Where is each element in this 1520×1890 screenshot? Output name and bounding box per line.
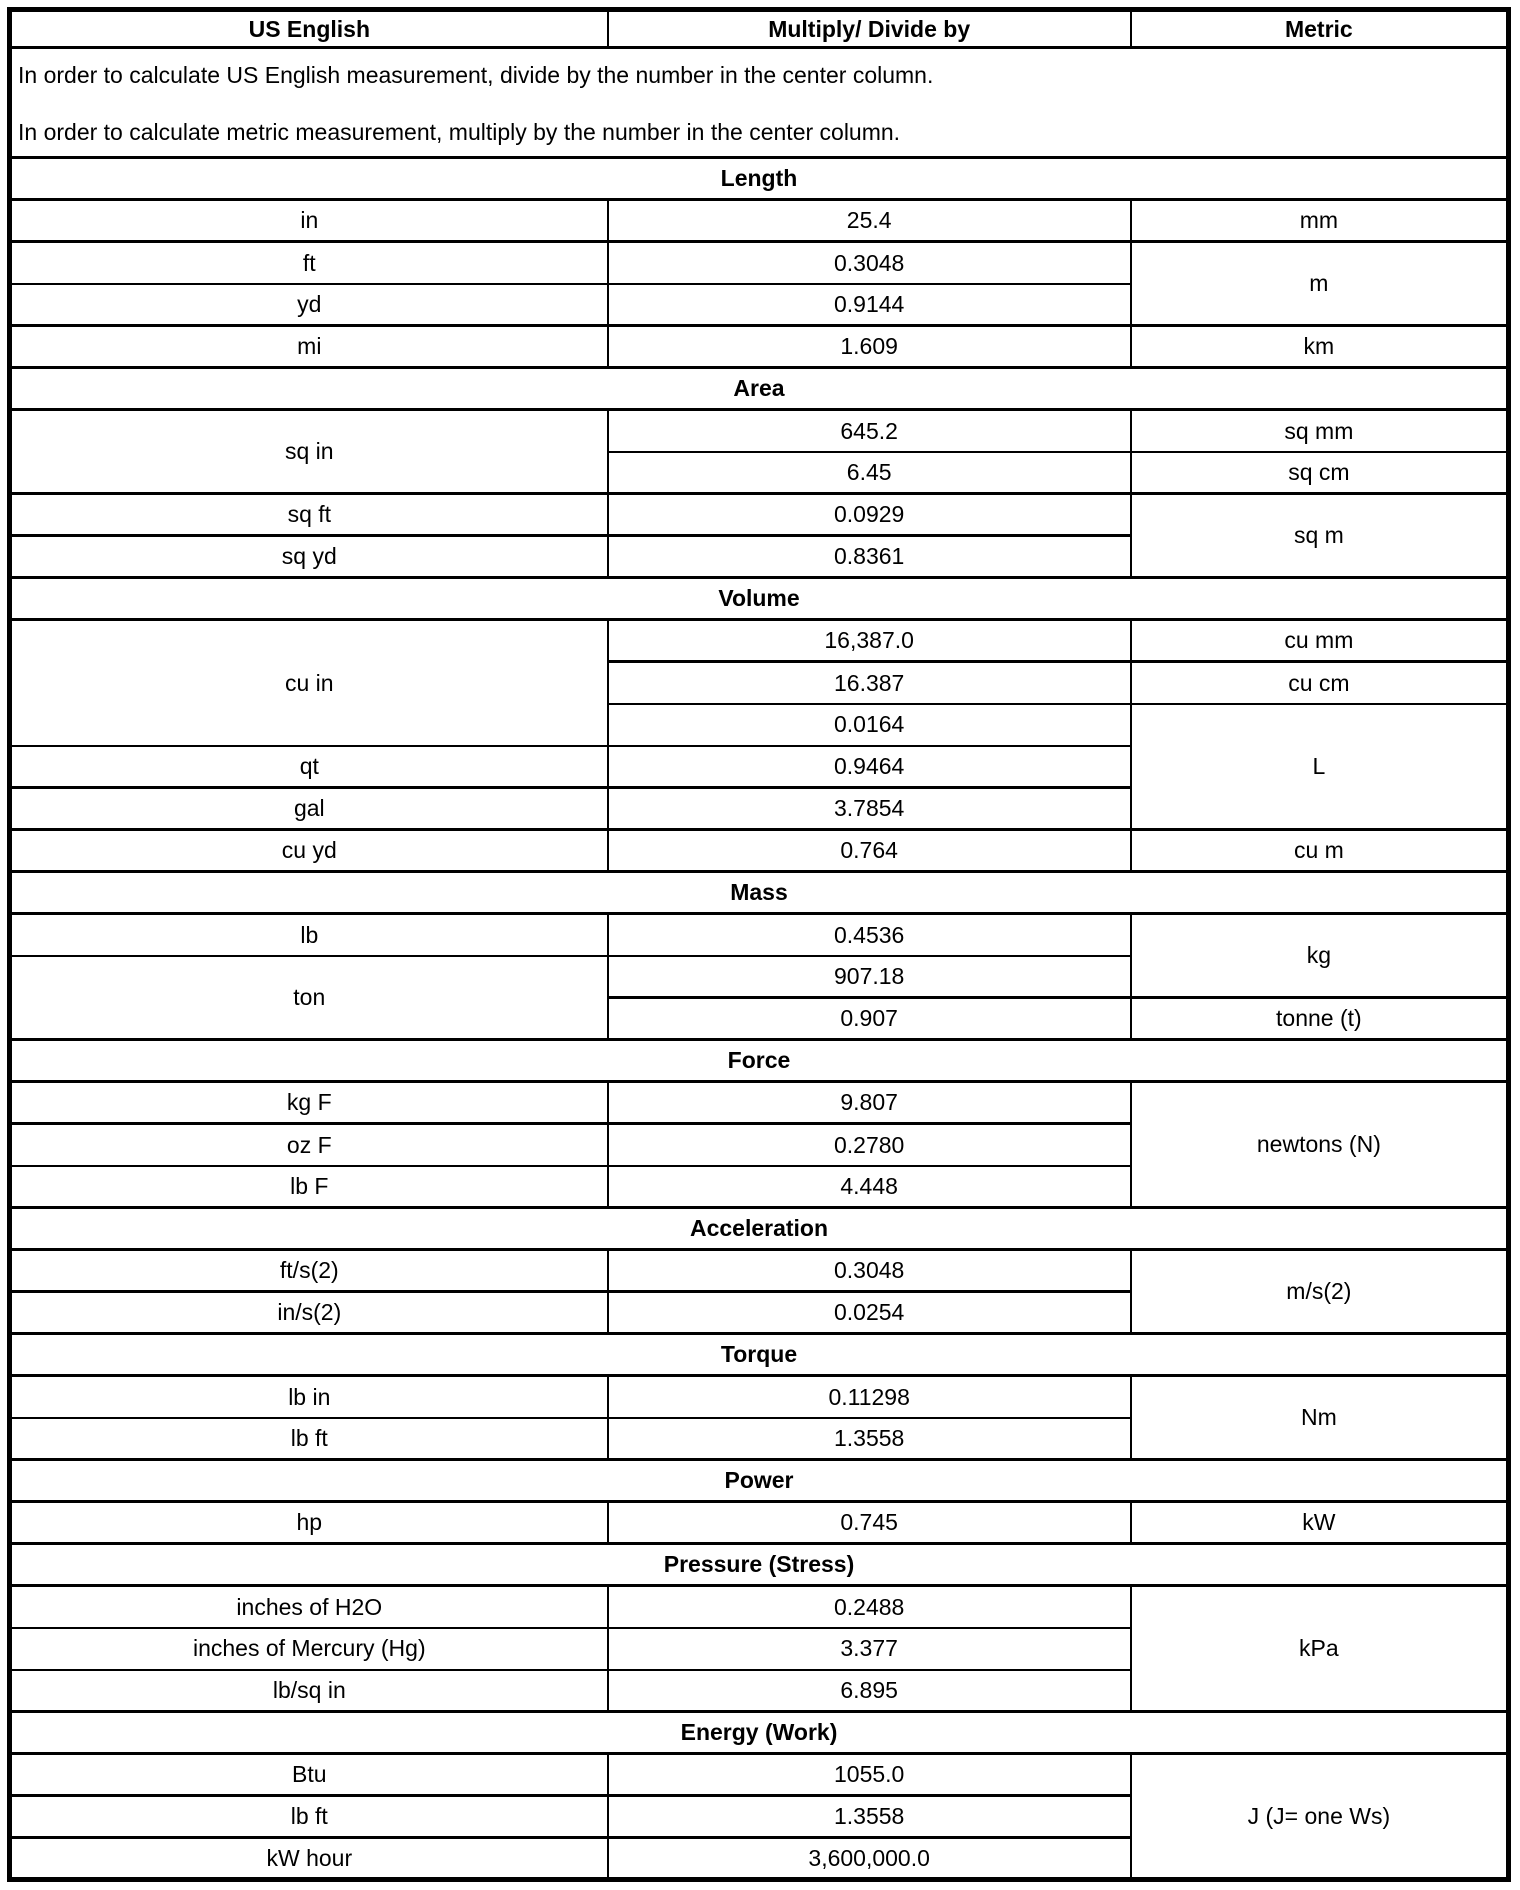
us-unit-cell: qt [10,746,608,788]
metric-unit-cell: cu cm [1131,662,1509,704]
metric-unit-cell: kPa [1131,1586,1509,1712]
section-title-force: Force [10,1040,1509,1082]
conversion-factor-cell: 0.3048 [608,1250,1131,1292]
conversion-factor-cell: 16,387.0 [608,620,1131,662]
section-title-power: Power [10,1460,1509,1502]
section-title-length: Length [10,158,1509,200]
section-header-row [10,158,1509,200]
section-header-row [10,1208,1509,1250]
conversion-factor-cell: 4.448 [608,1166,1131,1208]
us-unit-cell: cu in [10,620,608,746]
section-title-torque: Torque [10,1334,1509,1376]
conversion-factor-cell: 0.0929 [608,494,1131,536]
us-unit-cell: gal [10,788,608,830]
section-title-mass: Mass [10,872,1509,914]
table-row [10,830,1509,872]
conversion-factor-cell: 0.11298 [608,1376,1131,1418]
conversion-factor-cell: 1.3558 [608,1418,1131,1460]
section-header-row [10,872,1509,914]
metric-unit-cell: cu m [1131,830,1509,872]
us-unit-cell: Btu [10,1754,608,1796]
metric-unit-cell: m/s(2) [1131,1250,1509,1334]
table-row [10,1754,1509,1796]
conversion-factor-cell: 3,600,000.0 [608,1838,1131,1880]
section-header-row [10,368,1509,410]
conversion-factor-cell: 6.45 [608,452,1131,494]
us-unit-cell: sq in [10,410,608,494]
us-unit-cell: lb in [10,1376,608,1418]
us-unit-cell: ft [10,242,608,284]
metric-unit-cell: mm [1131,200,1509,242]
us-unit-cell: inches of Mercury (Hg) [10,1628,608,1670]
us-unit-cell: sq ft [10,494,608,536]
metric-unit-cell: sq mm [1131,410,1509,452]
conversion-factor-cell: 0.4536 [608,914,1131,956]
table-row [10,1250,1509,1292]
conversion-factor-cell: 0.2780 [608,1124,1131,1166]
multiply-divide-column-header: Multiply/ Divide by [608,10,1131,48]
us-unit-cell: yd [10,284,608,326]
conversion-factor-cell: 0.764 [608,830,1131,872]
us-unit-cell: lb ft [10,1418,608,1460]
metric-unit-cell: tonne (t) [1131,998,1509,1040]
table-row [10,494,1509,536]
conversion-factor-cell: 0.9464 [608,746,1131,788]
conversion-factor-cell: 1.3558 [608,1796,1131,1838]
section-header-row [10,1334,1509,1376]
conversion-factor-cell: 1.609 [608,326,1131,368]
metric-unit-cell: m [1131,242,1509,326]
section-header-row [10,578,1509,620]
table-row [10,200,1509,242]
section-header-row [10,1544,1509,1586]
section-title-pressure-stress: Pressure (Stress) [10,1544,1509,1586]
us-unit-cell: lb F [10,1166,608,1208]
conversion-table [7,7,1511,1882]
note-row [10,48,1509,158]
table-row [10,1586,1509,1628]
table-row [10,620,1509,662]
section-title-area: Area [10,368,1509,410]
section-header-row [10,1040,1509,1082]
section-header-row [10,1712,1509,1754]
us-unit-cell: oz F [10,1124,608,1166]
metric-unit-cell: cu mm [1131,620,1509,662]
conversion-factor-cell: 0.0164 [608,704,1131,746]
conversion-factor-cell: 0.8361 [608,536,1131,578]
table-row [10,242,1509,284]
conversion-factor-cell: 0.745 [608,1502,1131,1544]
conversion-factor-cell: 645.2 [608,410,1131,452]
metric-unit-cell: Nm [1131,1376,1509,1460]
us-unit-cell: mi [10,326,608,368]
metric-unit-cell: kg [1131,914,1509,998]
us-unit-cell: lb [10,914,608,956]
table-row [10,326,1509,368]
us-unit-cell: lb/sq in [10,1670,608,1712]
metric-unit-cell: J (J= one Ws) [1131,1754,1509,1880]
note-line-metric: In order to calculate metric measurement, multiply by the number in the center column. [18,119,901,146]
conversion-factor-cell: 3.7854 [608,788,1131,830]
section-title-volume: Volume [10,578,1509,620]
conversion-factor-cell: 16.387 [608,662,1131,704]
conversion-factor-cell: 907.18 [608,956,1131,998]
conversion-factor-cell: 3.377 [608,1628,1131,1670]
metric-unit-cell: km [1131,326,1509,368]
metric-unit-cell: L [1131,704,1509,830]
conversion-factor-cell: 0.907 [608,998,1131,1040]
section-header-row [10,1460,1509,1502]
note-cell [10,48,1509,158]
table-row [10,1082,1509,1124]
conversion-factor-cell: 25.4 [608,200,1131,242]
metric-unit-cell: newtons (N) [1131,1082,1509,1208]
metric-unit-cell: sq m [1131,494,1509,578]
us-unit-cell: cu yd [10,830,608,872]
us-english-column-header: US English [10,10,608,48]
conversion-factor-cell: 0.3048 [608,242,1131,284]
us-unit-cell: hp [10,1502,608,1544]
note-line-us-english: In order to calculate US English measurement, divide by the number in the center column. [18,62,934,88]
conversion-factor-cell: 6.895 [608,1670,1131,1712]
us-unit-cell: in [10,200,608,242]
metric-unit-cell: kW [1131,1502,1509,1544]
us-unit-cell: lb ft [10,1796,608,1838]
conversion-factor-cell: 9.807 [608,1082,1131,1124]
us-unit-cell: kW hour [10,1838,608,1880]
us-unit-cell: inches of H2O [10,1586,608,1628]
table-row [10,1376,1509,1418]
us-unit-cell: sq yd [10,536,608,578]
section-title-acceleration: Acceleration [10,1208,1509,1250]
metric-unit-cell: sq cm [1131,452,1509,494]
us-unit-cell: ton [10,956,608,1040]
section-title-energy-work: Energy (Work) [10,1712,1509,1754]
table-row [10,914,1509,956]
conversion-table-body [10,10,1509,1880]
us-unit-cell: kg F [10,1082,608,1124]
column-header-row [10,10,1509,48]
metric-column-header: Metric [1131,10,1509,48]
us-unit-cell: ft/s(2) [10,1250,608,1292]
table-row [10,1502,1509,1544]
conversion-factor-cell: 0.9144 [608,284,1131,326]
table-row [10,410,1509,452]
conversion-factor-cell: 0.0254 [608,1292,1131,1334]
conversion-factor-cell: 0.2488 [608,1586,1131,1628]
conversion-factor-cell: 1055.0 [608,1754,1131,1796]
us-unit-cell: in/s(2) [10,1292,608,1334]
